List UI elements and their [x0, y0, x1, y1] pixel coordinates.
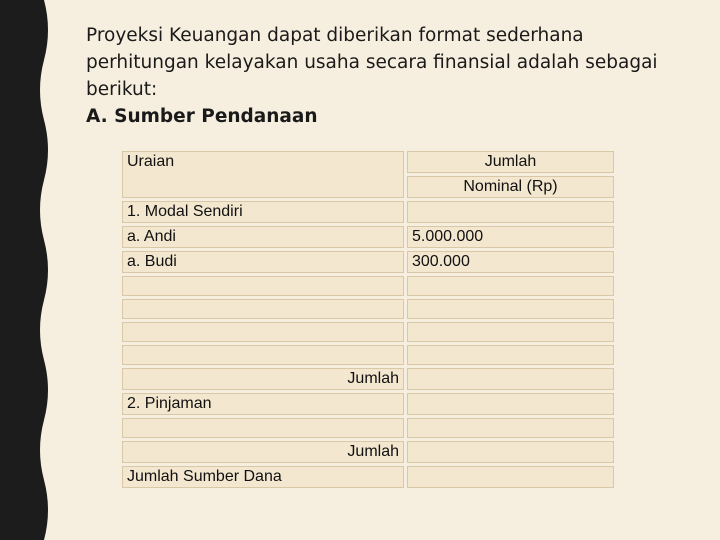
empty-cell: [122, 322, 404, 342]
header-jumlah: Jumlah: [407, 151, 614, 173]
table-row: [122, 441, 614, 463]
header-nominal: Nominal (Rp): [407, 176, 614, 198]
empty-cell: [407, 368, 614, 390]
empty-cell: [122, 299, 404, 319]
table-row: [122, 251, 614, 273]
empty-cell: [407, 201, 614, 223]
empty-cell: [407, 299, 614, 319]
subtotal-label-1: Jumlah: [122, 368, 404, 390]
intro-line-1: Proyeksi Keuangan dapat diberikan format sederhana: [86, 25, 584, 46]
intro-line-3: berikut:: [86, 79, 158, 100]
empty-cell: [407, 322, 614, 342]
empty-cell: [407, 345, 614, 365]
funding-sources-table: [119, 148, 617, 491]
decorative-zigzag-border: [0, 0, 60, 540]
table-row: [122, 322, 614, 342]
row-budi-value: 300.000: [407, 251, 614, 273]
row-modal-sendiri: 1. Modal Sendiri: [122, 201, 404, 223]
table-row: [122, 276, 614, 296]
row-andi-label: a. Andi: [122, 226, 404, 248]
intro-text: [86, 22, 696, 130]
empty-cell: [407, 466, 614, 488]
table-row: [122, 201, 614, 223]
empty-cell: [407, 418, 614, 438]
table-row: [122, 393, 614, 415]
table-row: [122, 299, 614, 319]
table-row: [122, 226, 614, 248]
section-title: A. Sumber Pendanaan: [86, 106, 318, 127]
table-header-row: [122, 151, 614, 173]
empty-cell: [122, 345, 404, 365]
row-budi-label: a. Budi: [122, 251, 404, 273]
empty-cell: [407, 393, 614, 415]
subtotal-label-2: Jumlah: [122, 441, 404, 463]
header-uraian: Uraian: [122, 151, 404, 198]
row-pinjaman: 2. Pinjaman: [122, 393, 404, 415]
table-row: [122, 466, 614, 488]
empty-cell: [407, 276, 614, 296]
row-andi-value: 5.000.000: [407, 226, 614, 248]
table-row: [122, 368, 614, 390]
table-row: [122, 345, 614, 365]
intro-line-2: perhitungan kelayakan usaha secara finansial adalah sebagai: [86, 52, 658, 73]
empty-cell: [122, 276, 404, 296]
table-row: [122, 418, 614, 438]
total-label: Jumlah Sumber Dana: [122, 466, 404, 488]
empty-cell: [407, 441, 614, 463]
empty-cell: [122, 418, 404, 438]
